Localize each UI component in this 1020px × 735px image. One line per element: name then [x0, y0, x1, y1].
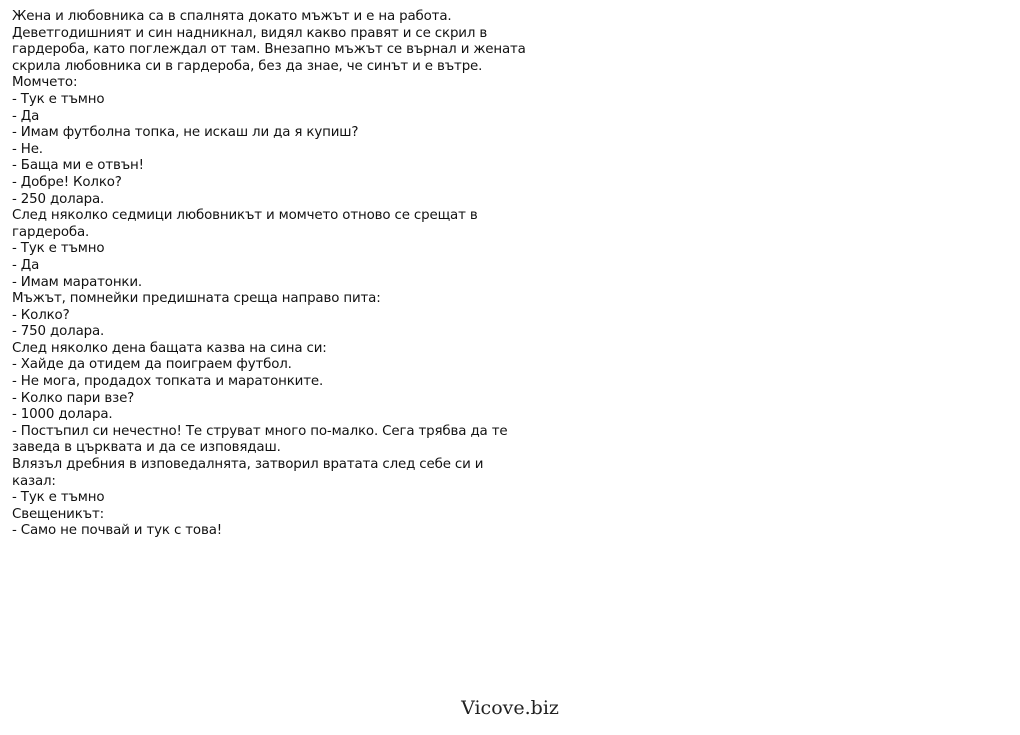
text-line: - Не. [12, 141, 43, 157]
text-line: - Колко? [12, 307, 70, 323]
joke-text [12, 9, 582, 540]
text-line: Деветгодишният и син надникнал, видял какво правят и се скрил в [12, 25, 488, 41]
text-line: - Не мога, продадох топката и маратонките. [12, 374, 324, 390]
text-line: - 750 долара. [12, 324, 105, 340]
text-line: - Хайде да отидем да поиграем футбол. [12, 357, 292, 373]
text-line: - Тук е тъмно [12, 241, 105, 257]
text-line: - Само не почвай и тук с това! [12, 523, 222, 539]
text-line: След няколко дена бащата казва на сина си: [12, 340, 327, 356]
text-line: - Тук е тъмно [12, 490, 105, 506]
text-line: - 1000 долара. [12, 407, 113, 423]
text-line: - Имам футболна топка, не искаш ли да я купиш? [12, 125, 359, 141]
text-line: Момчето: [12, 75, 78, 91]
text-line: Влязъл дребния в изповедалнята, затворил вратата след себе си и [12, 457, 484, 473]
text-line: - Постъпил си нечестно! Те струват много по-малко. Сега трябва да те [12, 423, 508, 439]
text-line: - Да [12, 257, 40, 273]
text-line: - 250 долара. [12, 191, 105, 207]
text-line: гардероба, като поглеждал от там. Внезапно мъжът се върнал и жената [12, 42, 526, 58]
site-watermark: Vicove.biz [461, 697, 559, 719]
text-line: заведа в църквата и да се изповядаш. [12, 440, 281, 456]
text-line: казал: [12, 473, 56, 489]
text-line: - Добре! Колко? [12, 174, 122, 190]
text-line: След няколко седмици любовникът и момчето отново се срещат в [12, 208, 478, 224]
text-line: - Да [12, 108, 40, 124]
text-line: - Имам маратонки. [12, 274, 143, 290]
text-line: - Баща ми е отвън! [12, 158, 144, 174]
text-line: гардероба. [12, 224, 90, 240]
text-line: - Тук е тъмно [12, 91, 105, 107]
text-line: Жена и любовника са в спалнята докато мъжът и е на работа. [12, 9, 452, 24]
text-line: скрила любовника си в гардероба, без да знае, че синът и е вътре. [12, 58, 483, 74]
text-line: Свещеникът: [12, 506, 104, 522]
text-line: - Колко пари взе? [12, 390, 135, 406]
text-line: Мъжът, помнейки предишната среща направо пита: [12, 291, 381, 307]
